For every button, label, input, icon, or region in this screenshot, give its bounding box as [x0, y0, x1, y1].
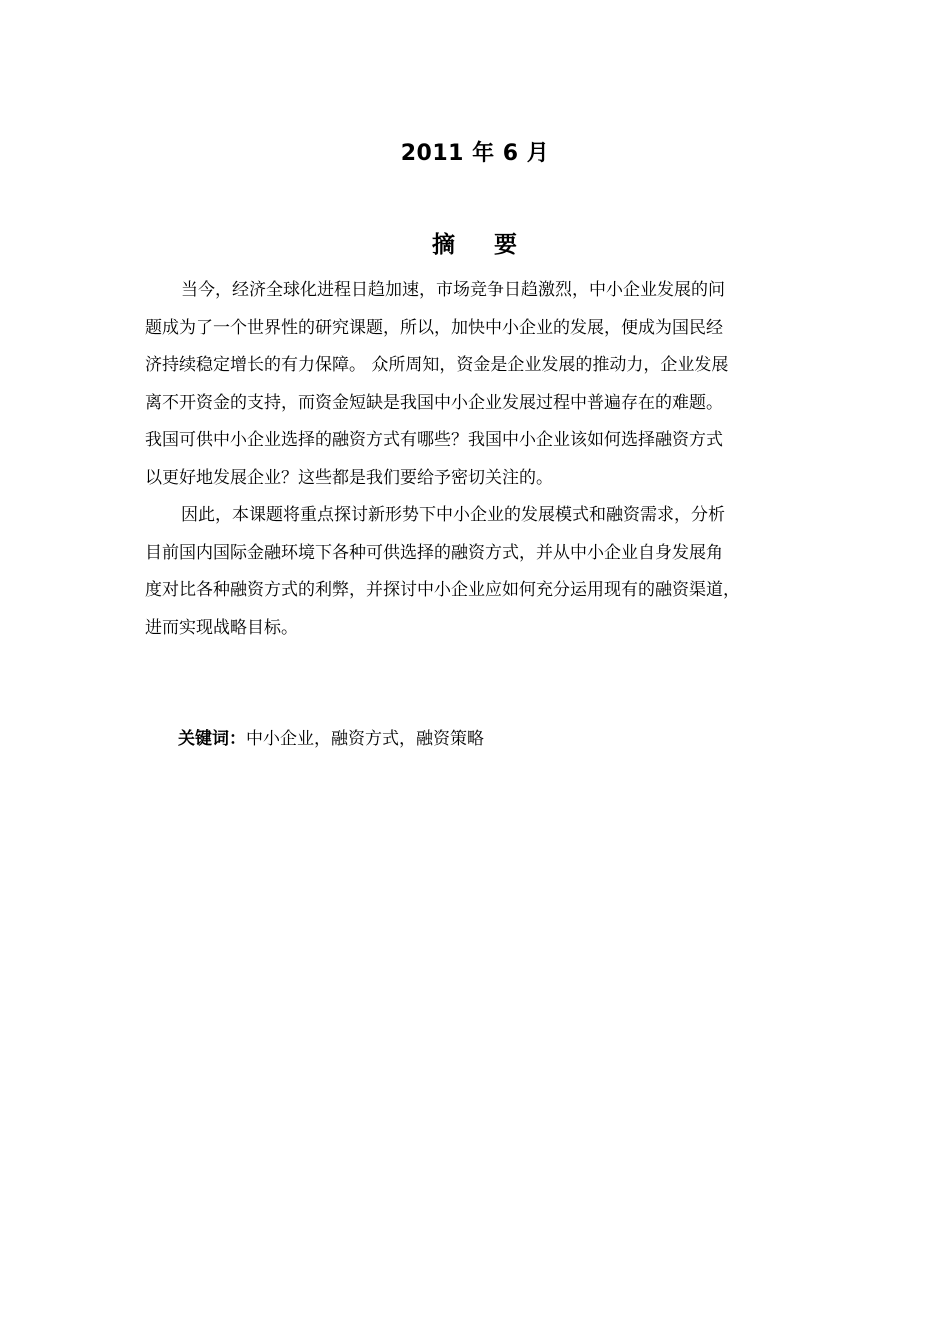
abstract-line: 离不开资金的支持，而资金短缺是我国中小企业发展过程中普遍存在的难题。	[145, 392, 723, 413]
keywords-value: 中小企业，融资方式，融资策略	[246, 729, 484, 749]
keywords-section	[178, 722, 484, 756]
abstract-line: 目前国内国际金融环境下各种可供选择的融资方式，并从中小企业自身发展角	[145, 542, 723, 563]
keywords-label: 关键词：	[178, 729, 246, 749]
abstract-line: 度对比各种融资方式的利弊，并探讨中小企业应如何充分运用现有的融资渠道，	[145, 580, 740, 600]
abstract-line: 我国可供中小企业选择的融资方式有哪些？我国中小企业该如何选择融资方式	[145, 430, 723, 450]
abstract-line: 因此，本课题将重点探讨新形势下中小企业的发展模式和融资需求，分析	[181, 505, 725, 525]
abstract-heading-left: 摘	[432, 232, 456, 258]
abstract-heading	[0, 226, 950, 259]
abstract-line: 以更好地发展企业？这些都是我们要给予密切关注的。	[145, 467, 553, 488]
abstract-line: 进而实现战略目标。	[145, 617, 298, 638]
abstract-line: 当今，经济全球化进程日趋加速，市场竞争日趋激烈，中小企业发展的问	[181, 280, 725, 300]
abstract-line: 题成为了一个世界性的研究课题，所以，加快中小企业的发展，便成为国民经	[145, 317, 723, 338]
abstract-body	[145, 272, 825, 647]
abstract-heading-right: 要	[494, 232, 518, 258]
document-date: 2011 年 6 月	[400, 141, 550, 166]
abstract-line: 济持续稳定增长的有力保障。 众所周知，资金是企业发展的推动力，企业发展	[145, 355, 729, 375]
